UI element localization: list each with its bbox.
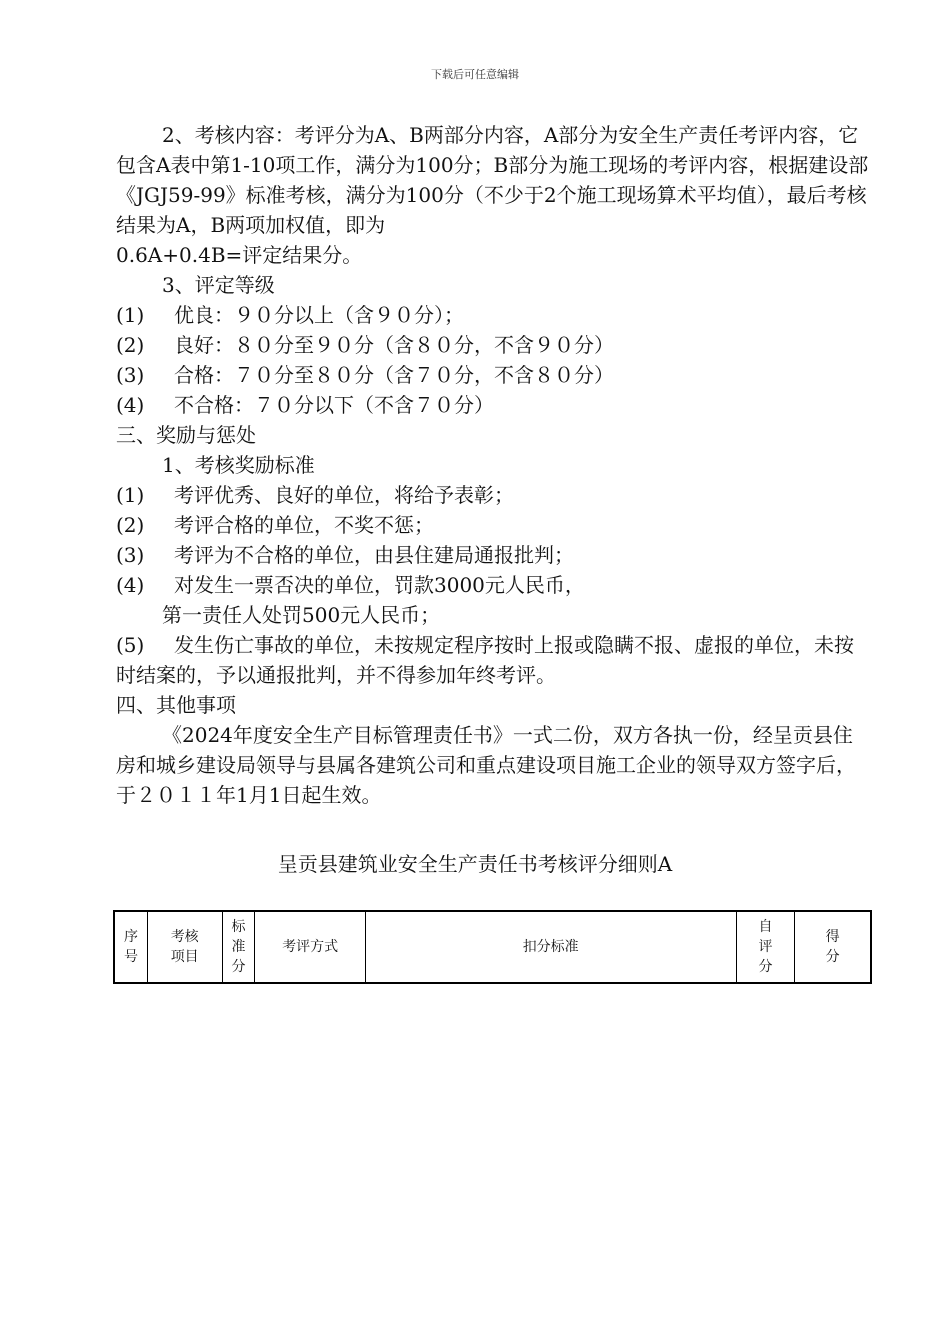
section-four-paragraph: 《2024年度安全生产目标管理责任书》一式二份，双方各执一份，经呈贡县住房和城乡建设局领导与县属各建筑公司和重点建设项目施工企业的领导双方签字后，于２０１１年1月1日起生效。 [116,723,856,807]
header-standard-line: 准 [231,939,246,955]
grade-heading: 3、评定等级 [162,273,275,297]
grade-item [116,330,872,360]
header-score-line: 得 [825,929,840,945]
reward-number: (3) [116,543,145,567]
reward-text: 发生伤亡事故的单位，未按规定程序按时上报或隐瞒不报、虚报的单位，未按时结案的，予以通报批判，并不得参加年终考评。 [116,633,854,687]
reward-text: 对发生一票否决的单位，罚款3000元人民币， [174,573,585,597]
header-standard-score [222,911,255,983]
header-score [795,911,871,983]
header-standard-line: 分 [231,959,246,975]
reward-heading: 1、考核奖励标准 [162,453,315,477]
header-seq-line: 序 [123,929,138,945]
page-header-note: 下载后可任意编辑 [431,68,519,81]
reward-item [116,540,872,570]
section-four-heading: 四、其他事项 [116,693,236,717]
header-method: 考评方式 [255,911,365,983]
header-deduction: 扣分标准 [365,911,736,983]
scoring-table [113,910,872,984]
reward-four-continuation: 第一责任人处罚500元人民币； [162,603,441,627]
reward-number: (4) [116,573,145,597]
header-item-line: 考核 [170,929,199,945]
reward-text: 考评为不合格的单位，由县住建局通报批判； [174,543,574,567]
grade-text: 合格：７０分至８０分（含７０分，不含８０分） [174,363,614,387]
reward-item [116,480,872,510]
grade-item [116,300,872,330]
header-self-line: 分 [758,959,773,975]
grade-number: (2) [116,333,145,357]
header-self-line: 自 [758,919,773,935]
reward-item [116,630,872,690]
grade-text: 优良：９０分以上（含９０分）； [174,303,464,327]
grade-number: (4) [116,393,145,417]
header-seq [114,911,147,983]
grade-number: (3) [116,363,145,387]
reward-number: (1) [116,483,145,507]
reward-text: 考评优秀、良好的单位，将给予表彰； [174,483,514,507]
formula-line: 0.6A+0.4B=评定结果分。 [116,243,363,267]
reward-item [116,570,872,600]
header-item [147,911,222,983]
header-seq-line: 号 [123,949,138,965]
header-standard-line: 标 [231,919,246,935]
assessment-content-paragraph: 2、考核内容：考评分为A、B两部分内容，A部分为安全生产责任考评内容，它包含A表中第1-10项工作，满分为100分；B部分为施工现场的考评内容，根据建设部《JGJ59-99》标准考核，满分为100分（不少于2个施工现场算术平均值），最后考核结果为A，B两项加权值，即为 [116,123,869,237]
reward-number: (2) [116,513,145,537]
grade-number: (1) [116,303,145,327]
document-body [116,120,872,810]
grade-item [116,360,872,390]
table-title: 呈贡县建筑业安全生产责任书考核评分细则A [277,852,673,876]
grade-item [116,390,872,420]
section-three-heading: 三、奖励与惩处 [116,423,256,447]
table-header-row [114,911,871,983]
header-score-line: 分 [825,949,840,965]
header-self-score [736,911,795,983]
reward-text: 考评合格的单位，不奖不惩； [174,513,434,537]
reward-number: (5) [116,633,145,657]
reward-item [116,510,872,540]
grade-text: 良好：８０分至９０分（含８０分，不含９０分） [174,333,614,357]
grade-text: 不合格：７０分以下（不含７０分） [174,393,494,417]
header-self-line: 评 [758,939,773,955]
header-item-line: 项目 [170,949,199,965]
